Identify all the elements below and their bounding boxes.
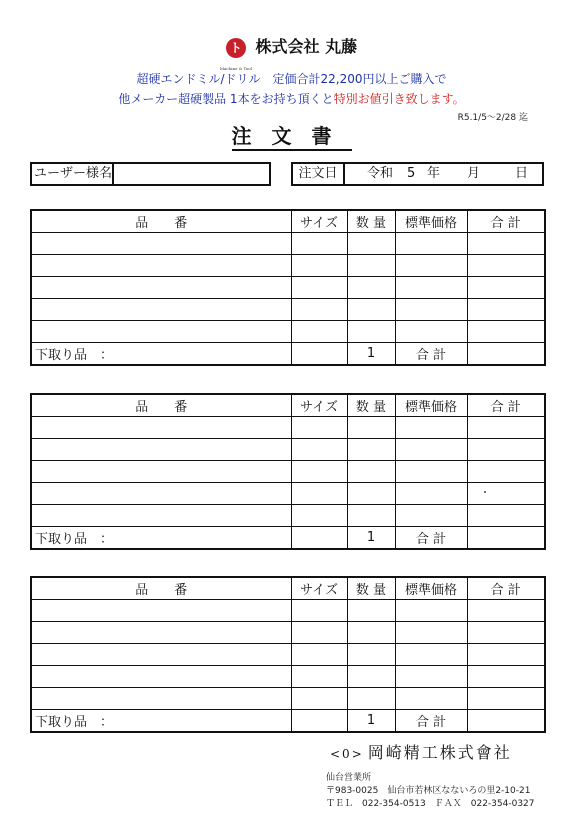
table-row[interactable]: [31, 439, 545, 461]
table-row[interactable]: [31, 666, 545, 688]
col-list-price: 標準価格: [395, 394, 467, 417]
total-field[interactable]: [467, 710, 545, 733]
col-total: 合 計: [467, 577, 545, 600]
total-field[interactable]: [467, 343, 545, 366]
total-label: 合 計: [395, 527, 467, 550]
order-table-1: [30, 209, 546, 366]
col-total: 合 計: [467, 394, 545, 417]
footer-office: 仙台営業所: [326, 773, 372, 783]
user-name-field[interactable]: [116, 164, 269, 184]
col-list-price: 標準価格: [395, 210, 467, 233]
col-part-number: 品 番: [31, 577, 291, 600]
order-date-field[interactable]: [345, 164, 542, 184]
total-field[interactable]: [467, 527, 545, 550]
col-part-number: 品 番: [31, 210, 291, 233]
table-row[interactable]: [31, 688, 545, 710]
speck-mark: [484, 491, 486, 493]
document-title: 注文書: [0, 120, 583, 149]
company-mark-icon: <0>: [330, 747, 364, 761]
col-list-price: 標準価格: [395, 577, 467, 600]
table-row[interactable]: [31, 321, 545, 343]
logo-mark-icon: ト Machine & Tool: [226, 38, 246, 58]
date-month-unit: 月: [467, 166, 481, 181]
footer-company: [330, 740, 512, 763]
total-label: 合 計: [395, 343, 467, 366]
user-name-label: ユーザー様名: [32, 164, 114, 184]
col-size: サイズ: [291, 577, 347, 600]
date-era: 令和: [367, 166, 394, 181]
campaign-period: R5.1/5～2/28 迄: [457, 113, 528, 123]
order-date-label: 注文日: [293, 164, 345, 184]
table-row[interactable]: [31, 255, 545, 277]
tradein-label: 下取り品 ：: [31, 710, 291, 733]
footer-company-name: 岡崎精工株式會社: [367, 743, 512, 762]
order-table-3: [30, 576, 546, 733]
promo-line-2-red: 特別お値引き致します。: [333, 92, 465, 106]
date-year-unit: 年: [427, 166, 441, 181]
tradein-quantity: 1: [347, 710, 395, 733]
order-table-2: [30, 393, 546, 550]
table-row[interactable]: [31, 483, 545, 505]
table-row[interactable]: [31, 299, 545, 321]
col-quantity: 数 量: [347, 394, 395, 417]
col-part-number: 品 番: [31, 394, 291, 417]
col-size: サイズ: [291, 394, 347, 417]
tradein-row: [31, 710, 545, 733]
date-year: 5: [407, 166, 416, 181]
col-total: 合 計: [467, 210, 545, 233]
table-row[interactable]: [31, 461, 545, 483]
order-date-box: [291, 162, 544, 186]
tradein-quantity: 1: [347, 527, 395, 550]
table-row[interactable]: [31, 600, 545, 622]
footer-address: 〒983-0025 仙台市若林区なないろの里2-10-21: [326, 786, 531, 796]
table-row[interactable]: [31, 622, 545, 644]
tradein-label: 下取り品 ：: [31, 527, 291, 550]
col-quantity: 数 量: [347, 210, 395, 233]
tradein-row: [31, 343, 545, 366]
col-size: サイズ: [291, 210, 347, 233]
date-day-unit: 日: [515, 166, 529, 181]
user-name-box: [30, 162, 271, 186]
company-name: 株式会社 丸藤: [255, 37, 358, 56]
col-quantity: 数 量: [347, 577, 395, 600]
company-logo: [0, 34, 583, 71]
table-row[interactable]: [31, 417, 545, 439]
promo-line-2-blue: 他メーカー超硬製品 1本をお持ち頂くと: [118, 92, 334, 106]
logo-subtext: Machine & Tool: [219, 65, 252, 71]
promo-line-1: 超硬エンドミル/ドリル 定価合計22,200円以上ご購入で: [136, 72, 447, 86]
footer-phone: ＴＥＬ 022-354-0513 ＦＡＸ 022-354-0327: [326, 799, 535, 809]
table-row[interactable]: [31, 277, 545, 299]
tradein-row: [31, 527, 545, 550]
tradein-quantity: 1: [347, 343, 395, 366]
table-row[interactable]: [31, 644, 545, 666]
table-row[interactable]: [31, 505, 545, 527]
promo-line-2: [0, 90, 583, 107]
table-row[interactable]: [31, 233, 545, 255]
tradein-label: 下取り品 ：: [31, 343, 291, 366]
total-label: 合 計: [395, 710, 467, 733]
